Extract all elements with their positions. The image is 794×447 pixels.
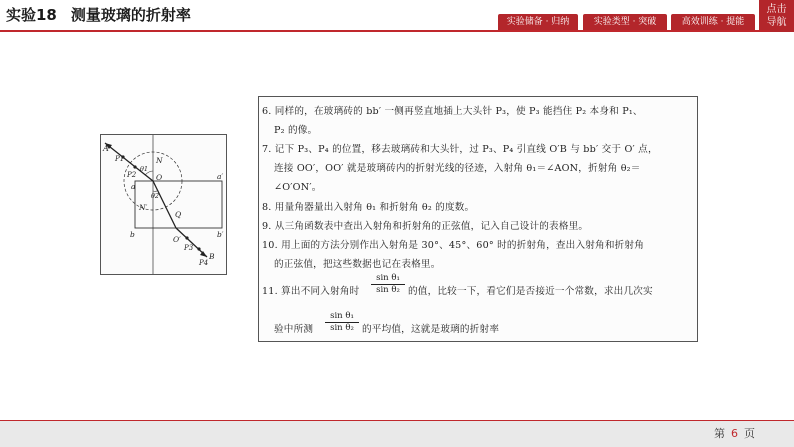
pin-p3: [185, 236, 188, 239]
fraction-2-numerator: sin θ₁: [325, 311, 359, 323]
tab-preparation[interactable]: 实验储备 · 归纳: [498, 14, 578, 30]
procedure-steps: [258, 96, 698, 342]
header: [0, 0, 794, 36]
label-q: Q: [175, 210, 182, 219]
step-11-line1-suffix: 的值，比较一下，看它们是否接近一个常数，求出几次实: [408, 286, 653, 297]
label-p3: P3: [184, 244, 194, 252]
page-suffix: 页: [744, 427, 755, 440]
refracted-ray: [153, 181, 176, 228]
label-theta1: θ1: [140, 165, 149, 173]
pin-p2: [133, 165, 136, 168]
fraction-2-denominator: sin θ₂: [330, 323, 354, 333]
step-7-line2: 连接 OO′，OO′ 就是玻璃砖内的折射光线的径迹，入射角 θ₁＝∠AON，折射角 θ₂＝: [274, 163, 641, 174]
fraction-1: [371, 273, 405, 295]
label-a-point: A: [103, 144, 109, 153]
footer-divider: [0, 420, 794, 421]
step-8: 8. 用量角器量出入射角 θ₁ 和折射角 θ₂ 的度数。: [262, 202, 475, 213]
label-theta2: θ2: [151, 192, 160, 200]
label-o: O: [156, 173, 163, 182]
fraction-1-numerator: sin θ₁: [371, 273, 405, 285]
page-value: 6: [731, 427, 738, 440]
label-n-prime: N′: [139, 203, 148, 212]
page-title: [6, 4, 191, 25]
step-11-prefix: 11. 算出不同入射角时: [262, 286, 360, 297]
label-p2: P2: [127, 171, 137, 179]
tab-training[interactable]: 高效训练 · 提能: [671, 14, 755, 30]
header-divider: [0, 30, 770, 32]
fraction-1-denominator: sin θ₂: [376, 285, 400, 295]
experiment-title: 测量玻璃的折射率: [70, 6, 191, 24]
label-p1: P1: [115, 155, 125, 163]
footer: [0, 420, 794, 447]
label-o-prime: O′: [173, 235, 181, 244]
page-number: [714, 425, 755, 441]
nav-label-line1: 点击: [766, 4, 787, 15]
step-6-line2: P₂ 的像。: [274, 125, 318, 136]
nav-label-line2: 导航: [766, 17, 787, 28]
navigation-button[interactable]: [759, 0, 794, 32]
step-6-line1: 6. 同样的，在玻璃砖的 bb′ 一侧再竖直地插上大头针 P₃，使 P₃ 能挡住 P₂ 本身和 P₁、: [262, 106, 643, 117]
step-9: 9. 从三角函数表中查出入射角和折射角的正弦值，记入自己设计的表格里。: [262, 221, 589, 232]
step-11-line2-suffix: 的平均值，这就是玻璃的折射率: [362, 324, 500, 335]
step-10-line2: 的正弦值，把这些数据也记在表格里。: [274, 259, 441, 270]
experiment-number: 实验18: [6, 6, 57, 24]
label-b-right: b′: [217, 230, 224, 239]
fraction-2: [325, 311, 359, 333]
label-p4: P4: [199, 259, 209, 267]
label-n: N: [156, 156, 163, 165]
refraction-diagram: [100, 134, 227, 275]
step-7-line3: ∠O′ON′。: [274, 182, 322, 193]
label-a-right: a′: [217, 172, 224, 181]
step-11-line2-prefix: 验中所测: [274, 324, 314, 335]
label-a-left: a: [131, 182, 136, 191]
step-10-line1: 10. 用上面的方法分别作出入射角是 30°、45°、60° 时的折射角，查出入射角和折射角: [262, 240, 645, 251]
pin-p4: [197, 247, 200, 250]
label-b-point: B: [209, 252, 215, 261]
tab-types[interactable]: 实验类型 · 突破: [583, 14, 667, 30]
label-b-left: b: [130, 230, 135, 239]
glass-block: [135, 181, 222, 228]
page-prefix: 第: [714, 427, 725, 440]
step-7-line1: 7. 记下 P₃、P₄ 的位置，移去玻璃砖和大头针，过 P₃、P₄ 引直线 O′B 与 bb′ 交于 O′ 点，: [262, 144, 658, 155]
diagram-svg: [101, 135, 226, 274]
